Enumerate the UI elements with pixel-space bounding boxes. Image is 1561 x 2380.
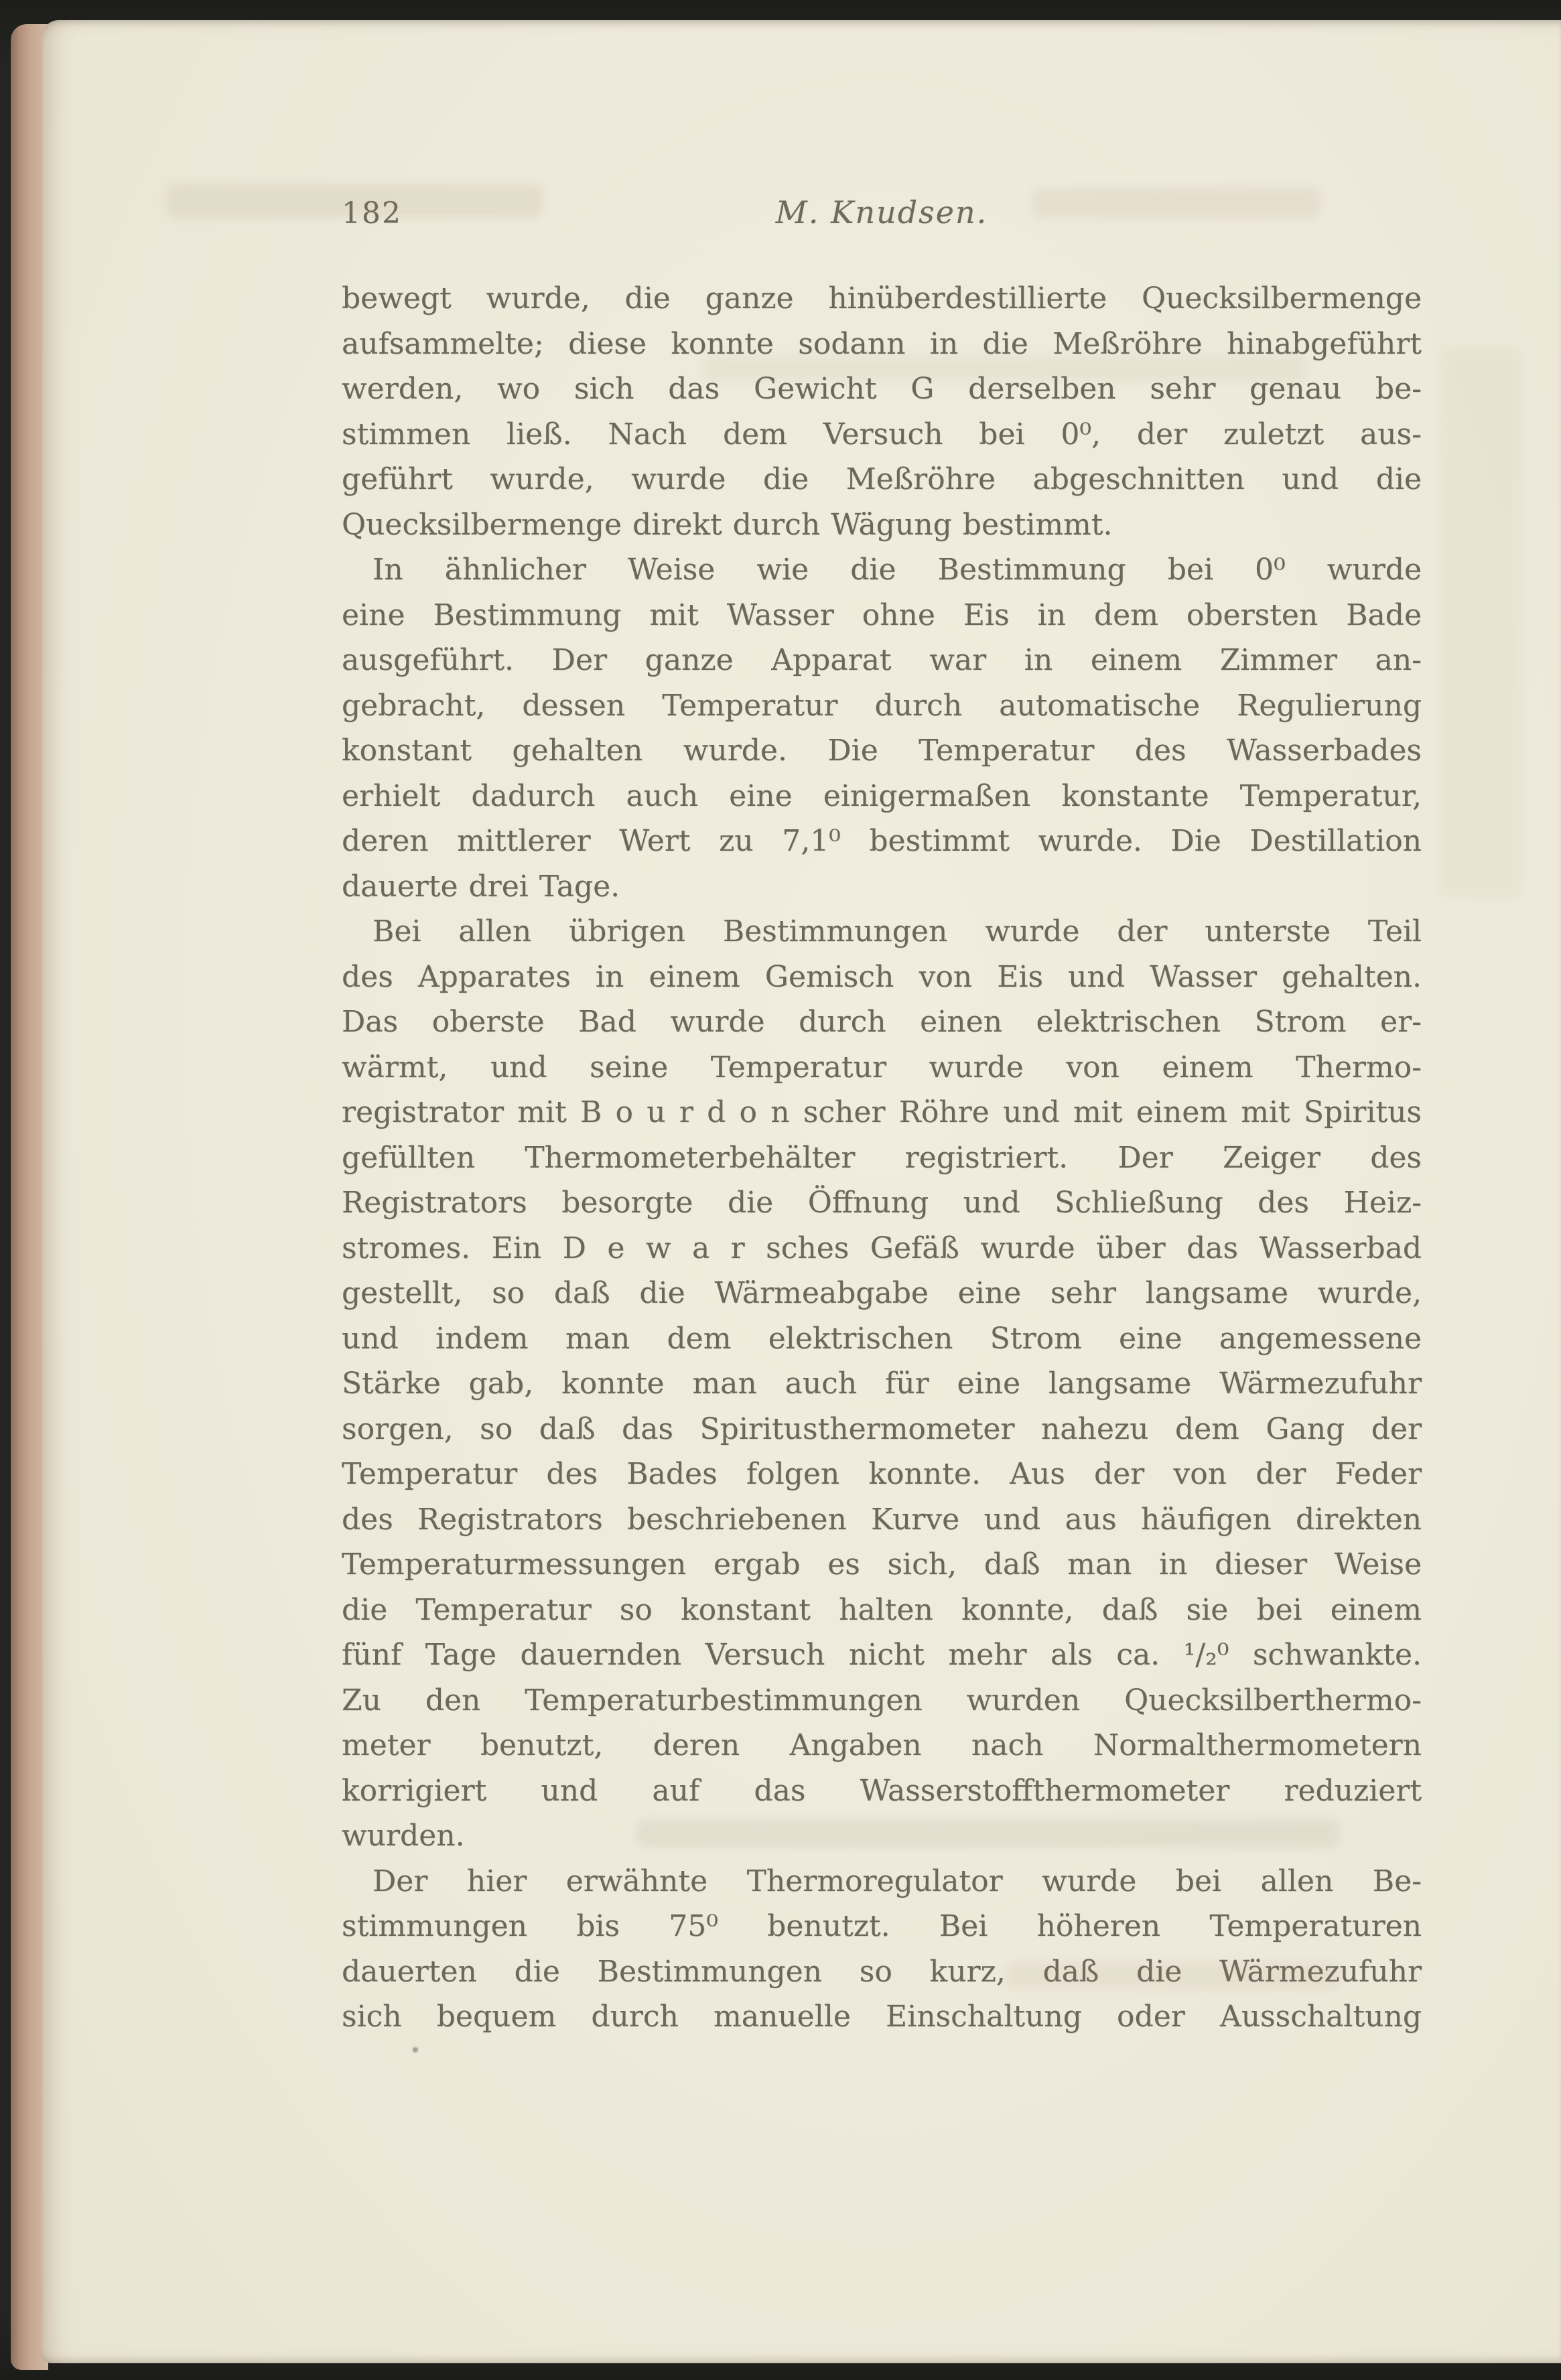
showthrough-smudge: [1005, 1963, 1340, 1988]
paragraph: [342, 276, 1422, 547]
paragraph: [342, 1859, 1422, 2040]
text-line: des Registrators beschriebenen Kurve und aus häufigen direkten: [342, 1502, 1422, 1537]
text-line: gestellt, so daß die Wärmeabgabe eine sehr langsame wurde,: [342, 1276, 1422, 1310]
text-line: eine Bestimmung mit Wasser ohne Eis in dem obersten Bade: [342, 598, 1422, 632]
text-line: stromes. Ein D e w a r sches Gefäß wurde über das Wasserbad: [342, 1231, 1422, 1265]
paragraph: [342, 909, 1422, 1859]
text-line: werden, wo sich das Gewicht G derselben sehr genau be-: [342, 372, 1422, 406]
text-line: die Temperatur so konstant halten konnte, daß sie bei einem: [342, 1592, 1422, 1627]
text-line: des Apparates in einem Gemisch von Eis und Wasser gehalten.: [342, 959, 1422, 994]
text-line: In ähnlicher Weise wie die Bestimmung bei 0⁰ wurde: [372, 553, 1422, 587]
text-line: Zu den Temperaturbestimmungen wurden Quecksilberthermo-: [342, 1683, 1422, 1718]
paper-fleck: [413, 2047, 418, 2052]
paragraph: [342, 547, 1422, 909]
text-line: wärmt, und seine Temperatur wurde von einem Thermo-: [342, 1050, 1422, 1084]
text-line: Das oberste Bad wurde durch einen elektrischen Strom er-: [342, 1005, 1422, 1039]
text-line: konstant gehalten wurde. Die Temperatur des Wasserbades: [342, 733, 1422, 768]
text-line: Temperaturmessungen ergab es sich, daß man in dieser Weise: [342, 1547, 1422, 1582]
text-line: und indem man dem elektrischen Strom eine angemessene: [342, 1321, 1422, 1356]
text-line: Der hier erwähnte Thermoregulator wurde bei allen Be-: [372, 1864, 1422, 1898]
text-line: registrator mit B o u r d o n scher Röhre und mit einem mit Spiritus: [342, 1095, 1422, 1129]
showthrough-smudge: [1032, 188, 1320, 218]
text-line: Stärke gab, konnte man auch für eine langsame Wärmezufuhr: [342, 1367, 1422, 1401]
text-line: dauerte drei Tage.: [342, 869, 620, 904]
text-line: stimmen ließ. Nach dem Versuch bei 0⁰, der zuletzt aus-: [342, 417, 1422, 451]
showthrough-smudge: [167, 184, 543, 218]
text-line: Quecksilbermenge direkt durch Wägung bestimmt.: [342, 507, 1113, 542]
text-line: Registrators besorgte die Öffnung und Schließung des Heiz-: [342, 1186, 1422, 1220]
text-line: meter benutzt, deren Angaben nach Normalthermometern: [342, 1728, 1422, 1762]
text-line: aufsammelte; diese konnte sodann in die Meßröhre hinabgeführt: [342, 326, 1422, 361]
text-line: bewegt wurde, die ganze hinüberdestillierte Quecksilbermenge: [342, 281, 1422, 316]
text-line: gefüllten Thermometerbehälter registriert. Der Zeiger des: [342, 1140, 1422, 1175]
text-line: deren mittlerer Wert zu 7,1⁰ bestimmt wurde. Die Destillation: [342, 824, 1422, 858]
text-line: dauerten die Bestimmungen so kurz, daß die Wärmezufuhr: [342, 1954, 1422, 1989]
showthrough-smudge: [703, 355, 1306, 382]
text-line: fünf Tage dauernden Versuch nicht mehr als ca. ¹/₂⁰ schwankte.: [342, 1638, 1422, 1672]
text-line: erhielt dadurch auch eine einigermaßen konstante Temperatur,: [342, 778, 1422, 813]
text-line: ausgeführt. Der ganze Apparat war in einem Zimmer an-: [342, 643, 1422, 677]
text-line: korrigiert und auf das Wasserstoffthermometer reduziert: [342, 1773, 1422, 1808]
text-line: sorgen, so daß das Spiritusthermometer nahezu dem Gang der: [342, 1411, 1422, 1446]
text-line: Bei allen übrigen Bestimmungen wurde der unterste Teil: [372, 914, 1422, 949]
text-line: stimmungen bis 75⁰ benutzt. Bei höheren Temperaturen: [342, 1909, 1422, 1943]
text-line: geführt wurde, wurde die Meßröhre abgeschnitten und die: [342, 462, 1422, 496]
showthrough-smudge: [1440, 348, 1521, 898]
running-head: M. Knudsen.: [775, 194, 988, 230]
showthrough-smudge: [636, 1819, 1340, 1847]
page-number: 182: [342, 196, 402, 230]
text-line: sich bequem durch manuelle Einschaltung oder Ausschaltung: [342, 2000, 1422, 2034]
text-line: wurden.: [342, 1819, 465, 1853]
text-line: gebracht, dessen Temperatur durch automatische Regulierung: [342, 688, 1422, 723]
text-line: Temperatur des Bades folgen konnte. Aus der von der Feder: [342, 1457, 1422, 1491]
body-text: [342, 276, 1422, 2040]
